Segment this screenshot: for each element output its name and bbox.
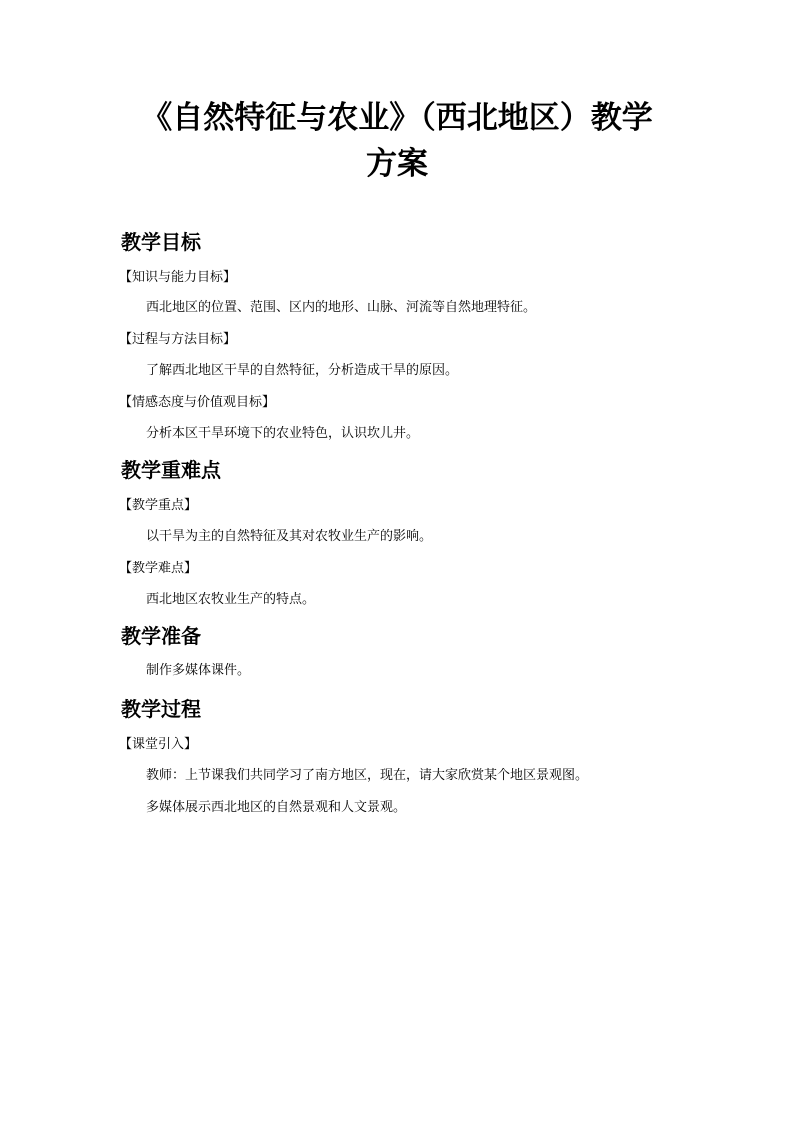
process-objective-text: 了解西北地区干旱的自然特征，分析造成干旱的原因。 (146, 363, 459, 378)
class-intro-text-2: 多媒体展示西北地区的自然景观和人文景观。 (146, 800, 407, 815)
document-title-line2: 方案 (366, 146, 428, 182)
process-objective-label: 【过程与方法目标】 (119, 332, 237, 347)
knowledge-objective-label: 【知识与能力目标】 (119, 270, 237, 285)
preparation-heading: 教学准备 (121, 624, 201, 648)
difficult-point-label: 【教学难点】 (119, 561, 198, 576)
key-point-label: 【教学重点】 (119, 498, 198, 513)
difficult-point-text: 西北地区农牧业生产的特点。 (146, 592, 316, 607)
objectives-heading: 教学目标 (121, 230, 201, 254)
class-intro-text-1: 教师：上节课我们共同学习了南方地区，现在，请大家欣赏某个地区景观图。 (146, 768, 589, 783)
key-point-text: 以干旱为主的自然特征及其对农牧业生产的影响。 (146, 529, 433, 544)
emotion-objective-label: 【情感态度与价值观目标】 (119, 395, 276, 410)
key-points-heading: 教学重难点 (121, 458, 221, 482)
document-title (90, 95, 704, 187)
class-intro-label: 【课堂引入】 (119, 737, 198, 752)
document-title-line1: 《自然特征与农业》（西北地区）教学 (141, 100, 653, 136)
process-heading: 教学过程 (121, 697, 201, 721)
knowledge-objective-text: 西北地区的位置、范围、区内的地形、山脉、河流等自然地理特征。 (146, 300, 537, 315)
preparation-text: 制作多媒体课件。 (146, 663, 251, 678)
emotion-objective-text: 分析本区干旱环境下的农业特色，认识坎儿井。 (146, 426, 420, 441)
